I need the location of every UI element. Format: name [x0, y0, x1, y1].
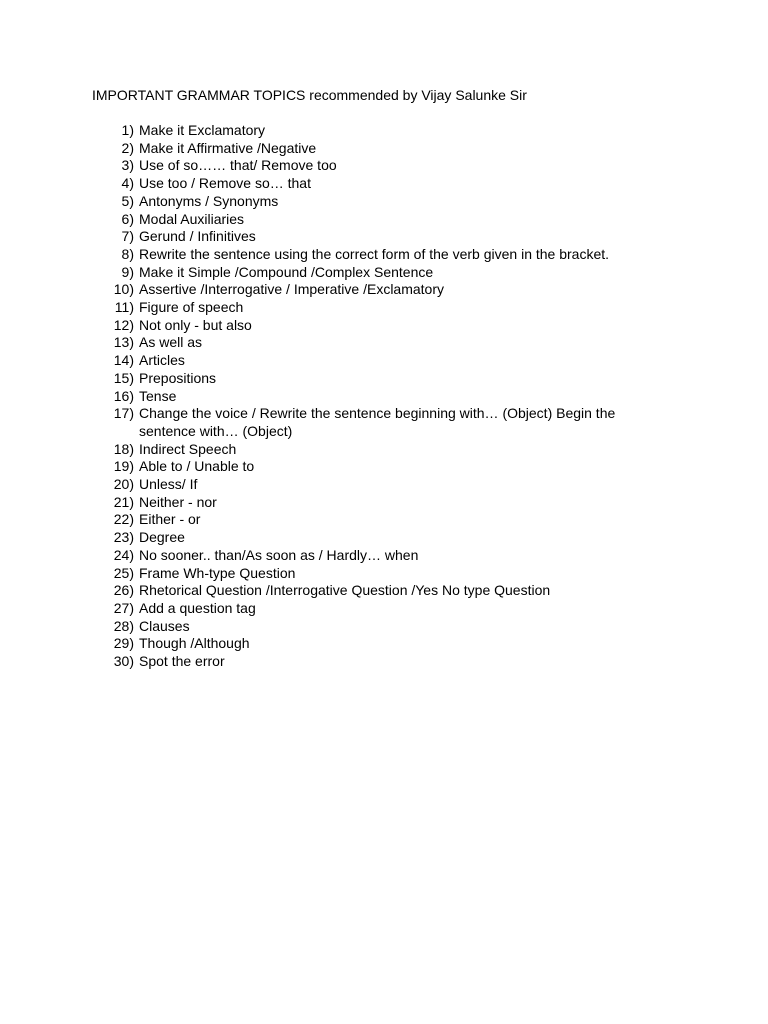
topic-item: [0, 476, 639, 494]
topic-item: [0, 157, 639, 175]
topic-item: [0, 228, 639, 246]
topic-item: [0, 582, 639, 600]
topic-item: [0, 600, 639, 618]
topic-number: 25): [113, 564, 134, 581]
topic-text: Able to / Unable to: [139, 458, 255, 475]
topic-text: Rewrite the sentence using the correct form of the verb given in the bracket.: [139, 245, 610, 262]
topic-number: 29): [113, 635, 134, 652]
topic-number: 16): [113, 387, 134, 404]
topic-item: [0, 511, 639, 529]
topic-text: Spot the error: [139, 653, 225, 670]
topic-number: 17): [113, 405, 134, 422]
topic-number: 18): [113, 440, 134, 457]
topic-number: 22): [113, 511, 134, 528]
document-title: IMPORTANT GRAMMAR TOPICS recommended by Vijay Salunke Sir: [92, 87, 527, 103]
topic-text: Articles: [139, 352, 185, 369]
topic-item: [0, 299, 639, 317]
topic-text: Not only - but also: [139, 316, 252, 333]
topic-item: [0, 264, 639, 282]
topic-number: 4): [121, 175, 134, 192]
topic-text: Frame Wh-type Question: [139, 564, 296, 581]
topic-text: No sooner.. than/As soon as / Hardly… when: [139, 546, 419, 563]
topic-item: [0, 334, 639, 352]
topic-item: [0, 193, 639, 211]
topic-number: 15): [113, 369, 134, 386]
topic-item: [0, 352, 639, 370]
topic-item: [0, 441, 639, 459]
topic-text: Make it Affirmative /Negative: [139, 139, 317, 156]
topic-item: [0, 211, 639, 229]
topic-text: Unless/ If: [139, 476, 198, 493]
topic-text: Use of so…… that/ Remove too: [139, 157, 337, 174]
topic-text: Change the voice / Rewrite the sentence beginning with… (Object) Begin the sentence with… (Object): [139, 405, 616, 439]
topic-number: 8): [121, 245, 134, 262]
topic-number: 6): [121, 210, 134, 227]
topic-text: Use too / Remove so… that: [139, 175, 311, 192]
topic-number: 23): [113, 529, 134, 546]
topic-text: Clauses: [139, 617, 190, 634]
topic-item: [0, 246, 639, 264]
topic-number: 5): [121, 192, 134, 209]
topic-number: 1): [121, 122, 134, 138]
topic-text: Antonyms / Synonyms: [139, 192, 279, 209]
topic-item: [0, 565, 639, 583]
topic-text: Assertive /Interrogative / Imperative /Exclamatory: [139, 281, 444, 298]
grammar-topic-list: [0, 122, 768, 671]
topic-item: [0, 175, 639, 193]
topic-text: Figure of speech: [139, 299, 244, 316]
topic-number: 19): [113, 458, 134, 475]
topic-item: [0, 317, 639, 335]
topic-text: Gerund / Infinitives: [139, 228, 256, 245]
topic-text: Add a question tag: [139, 599, 256, 616]
topic-item: [0, 281, 639, 299]
topic-number: 20): [113, 476, 134, 493]
topic-item: [0, 618, 639, 636]
topic-number: 21): [113, 493, 134, 510]
topic-text: Neither - nor: [139, 493, 217, 510]
topic-number: 9): [121, 263, 134, 280]
topic-number: 26): [113, 582, 134, 599]
topic-number: 13): [113, 334, 134, 351]
topic-item: [0, 388, 639, 406]
topic-number: 30): [113, 653, 134, 670]
topic-number: 27): [113, 599, 134, 616]
topic-item: [0, 458, 639, 476]
topic-item: [0, 140, 639, 158]
topic-text: Prepositions: [139, 369, 217, 386]
topic-number: 12): [113, 316, 134, 333]
topic-text: As well as: [139, 334, 203, 351]
topic-number: 3): [121, 157, 134, 174]
topic-text: Tense: [139, 387, 177, 404]
topic-text: Make it Exclamatory: [139, 122, 266, 138]
topic-item: [0, 529, 639, 547]
topic-text: Make it Simple /Compound /Complex Sentence: [139, 263, 434, 280]
topic-item: [0, 122, 639, 140]
topic-text: Degree: [139, 529, 185, 546]
topic-number: 7): [121, 228, 134, 245]
topic-number: 11): [114, 299, 134, 316]
topic-text: Either - or: [139, 511, 201, 528]
topic-number: 2): [121, 139, 134, 156]
topic-item: [0, 370, 639, 388]
topic-text: Modal Auxiliaries: [139, 210, 245, 227]
topic-number: 24): [113, 546, 134, 563]
topic-text: Indirect Speech: [139, 440, 237, 457]
topic-number: 28): [113, 617, 134, 634]
topic-item: [0, 653, 639, 671]
topic-number: 10): [113, 281, 134, 298]
topic-item: [0, 547, 639, 565]
topic-item: [0, 405, 639, 440]
topic-text: Rhetorical Question /Interrogative Question /Yes No type Question: [139, 582, 551, 599]
topic-item: [0, 635, 639, 653]
topic-item: [0, 494, 639, 512]
topic-number: 14): [113, 352, 134, 369]
topic-text: Though /Although: [139, 635, 250, 652]
